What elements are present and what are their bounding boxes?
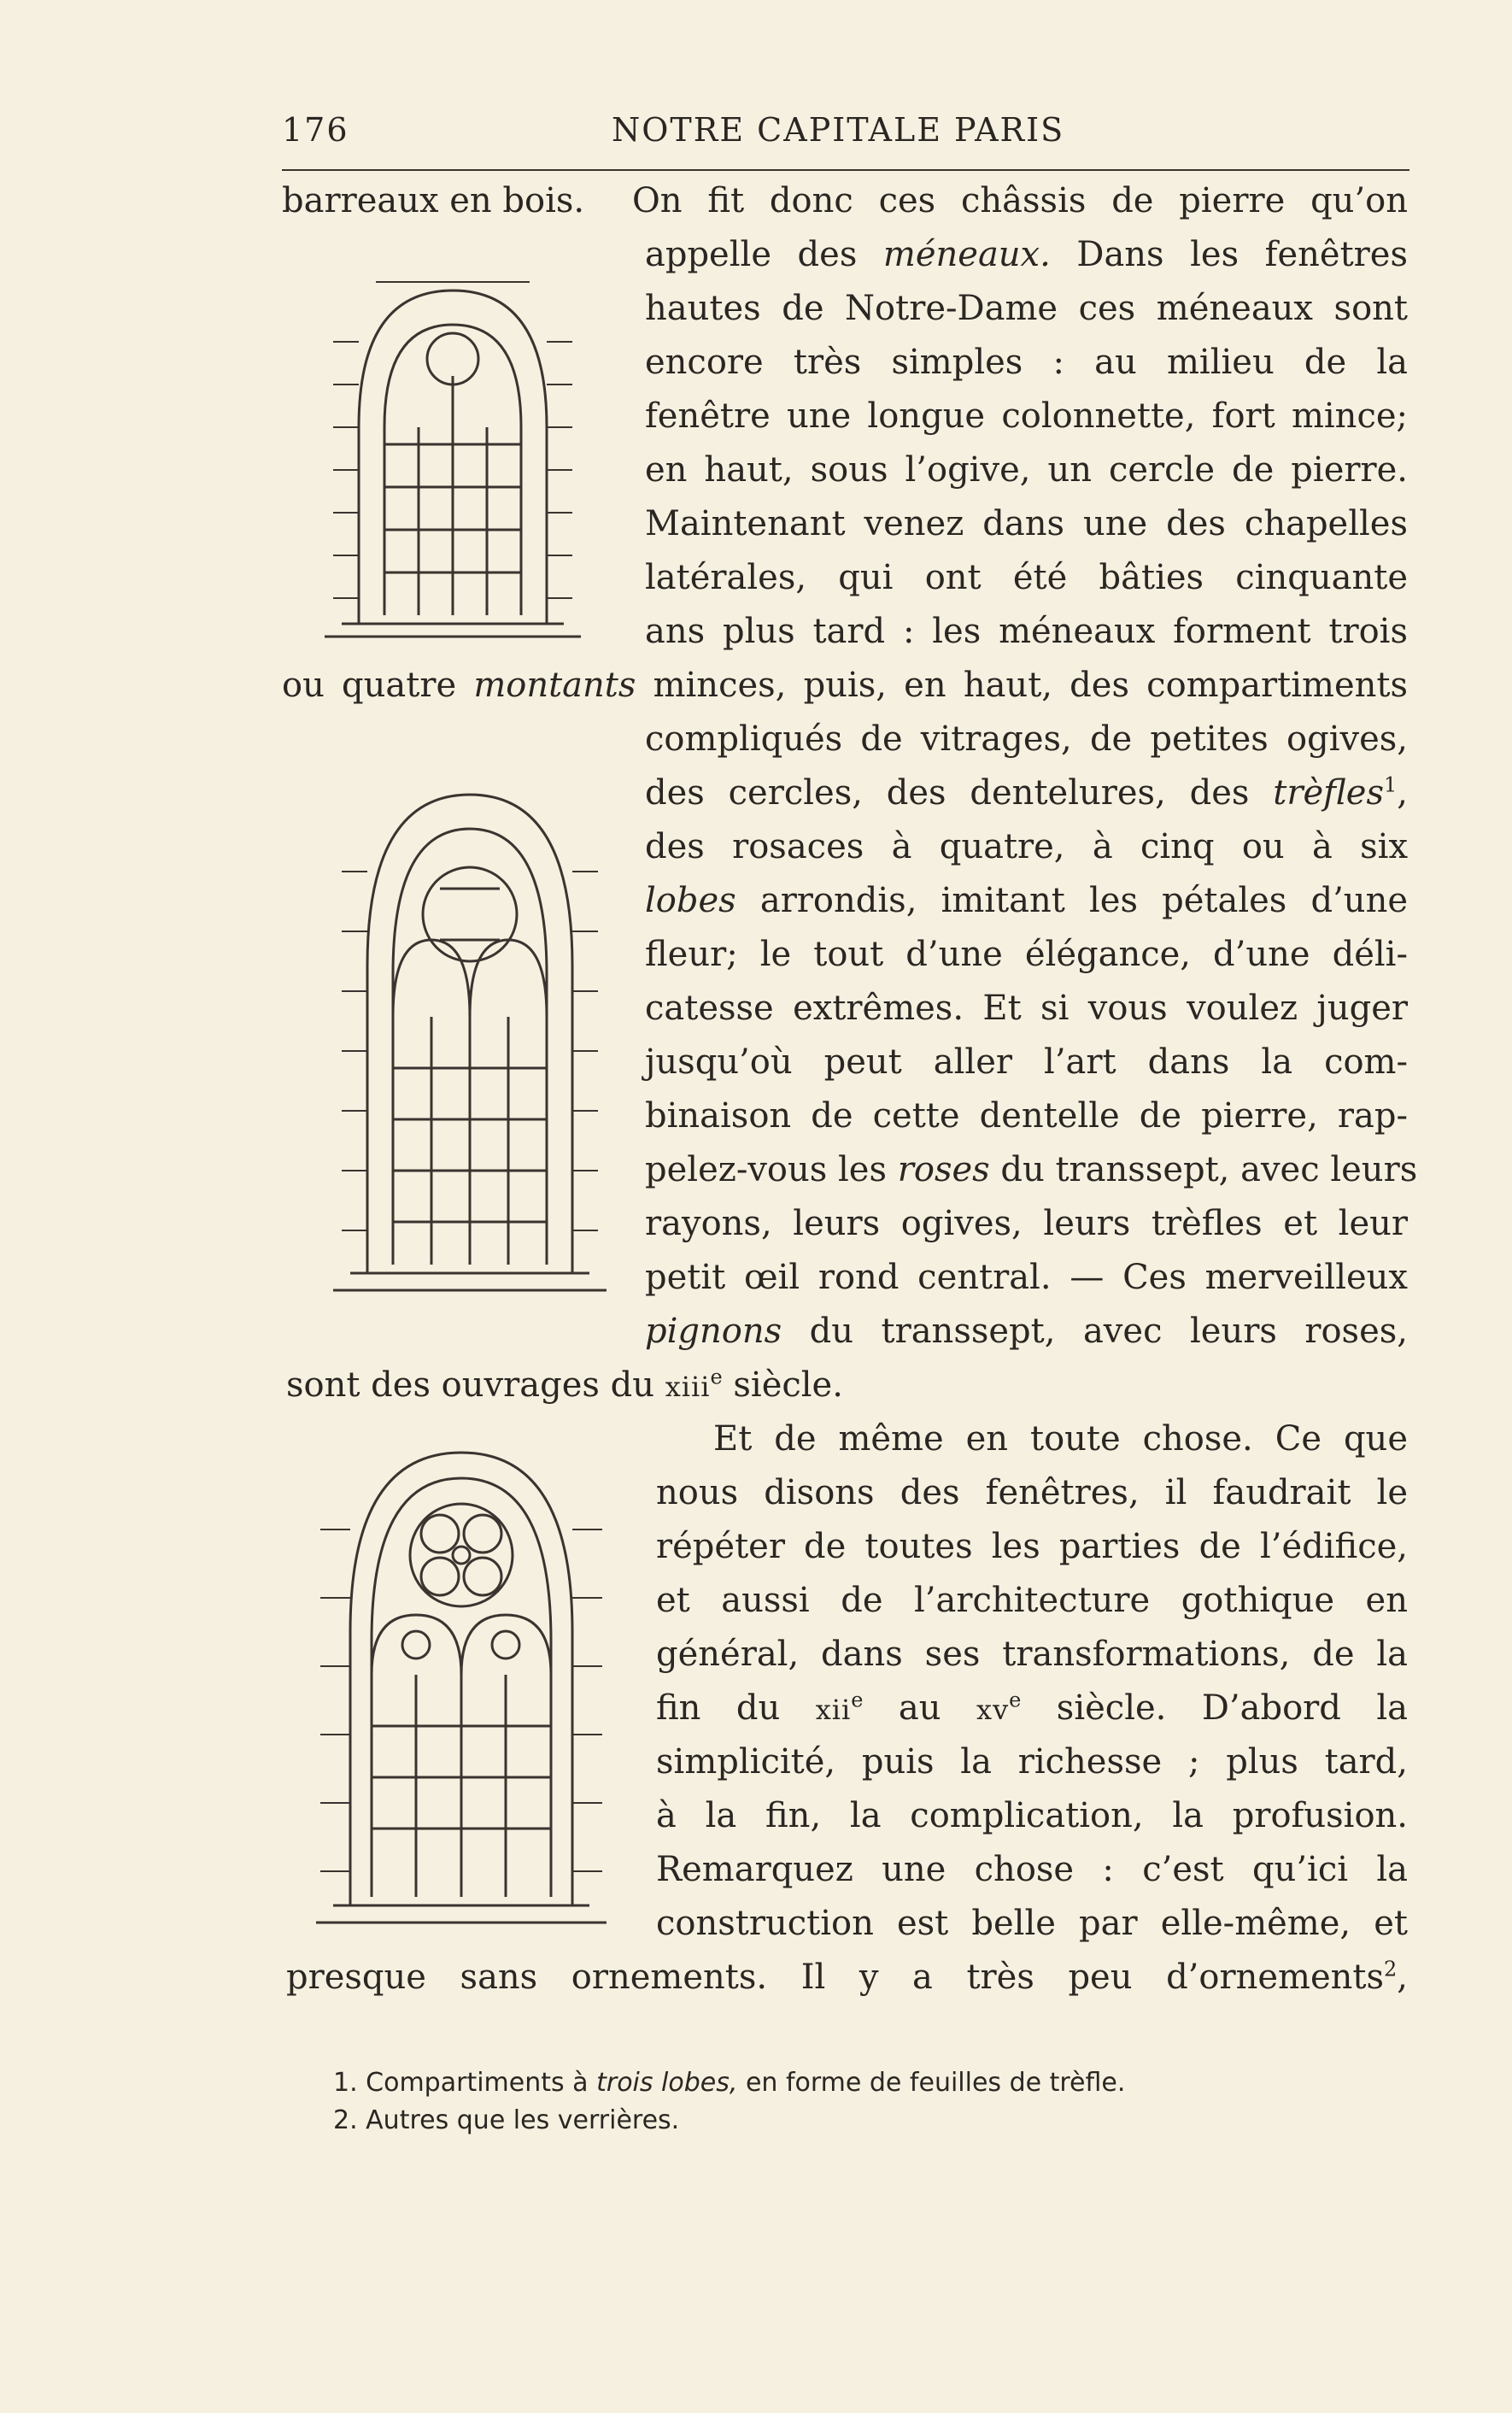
text-line: Remarquez une chose : c’est qu’ici la	[656, 1850, 1408, 1889]
text-line: pignons du transsept, avec leurs roses,	[645, 1312, 1408, 1351]
text-line: rayons, leurs ogives, leurs trèfles et leur	[645, 1204, 1408, 1243]
text-line: barreaux en bois.	[282, 181, 585, 220]
text-line: pelez-vous les roses du transsept, avec leurs	[645, 1150, 1418, 1189]
text-line: des rosaces à quatre, à cinq ou à six	[645, 827, 1408, 866]
text-line: ou quatre montants minces, puis, en haut, des compartiments	[282, 666, 1408, 705]
text-line: lobes arrondis, imitant les pétales d’une	[645, 881, 1408, 920]
text-line: petit œil rond central. — Ces merveilleux	[645, 1258, 1408, 1297]
text-line: répéter de toutes les parties de l’édifice,	[656, 1527, 1408, 1566]
running-title: NOTRE CAPITALE PARIS	[612, 111, 1065, 149]
footnote-1: 1. Compartiments à trois lobes, en forme de feuilles de trèfle.	[333, 2068, 1126, 2098]
simple-lancet-window-icon	[325, 256, 581, 649]
text-line: On fit donc ces châssis de pierre qu’on	[632, 181, 1408, 220]
text-line: jusqu’où peut aller l’art dans la com-	[645, 1042, 1408, 1082]
text-line: et aussi de l’architecture gothique en	[656, 1581, 1408, 1620]
text-line: à la fin, la complication, la profusion.	[656, 1796, 1408, 1835]
footnote-2: 2. Autres que les verrières.	[333, 2105, 680, 2135]
text-line: catesse extrêmes. Et si vous voulez juger	[645, 989, 1408, 1028]
rose-tracery-window-icon	[299, 1427, 624, 1940]
text-line: en haut, sous l’ogive, un cercle de pierre.	[645, 450, 1408, 490]
text-line: général, dans ses transformations, de la	[656, 1635, 1408, 1674]
header-rule	[282, 169, 1409, 171]
text-line: fleur; le tout d’une élégance, d’une déli-	[645, 935, 1408, 974]
text-line: binaison de cette dentelle de pierre, rap-	[645, 1096, 1408, 1136]
text-line: des cercles, des dentelures, des trèfles$^1$,	[645, 772, 1408, 813]
text-line: latérales, qui ont été bâties cinquante	[645, 558, 1408, 597]
text-line: compliqués de vitrages, de petites ogives,	[645, 719, 1408, 759]
page-number: 176	[282, 111, 349, 149]
text-line: sont des ouvrages du xiii$^e$ siècle.	[286, 1365, 843, 1405]
text-line: Et de même en toute chose. Ce que	[713, 1419, 1408, 1459]
text-line: simplicité, puis la richesse ; plus tard,	[656, 1742, 1408, 1782]
text-line: nous disons des fenêtres, il faudrait le	[656, 1473, 1408, 1512]
text-line: hautes de Notre-Dame ces méneaux sont	[645, 289, 1408, 328]
text-line: presque sans ornements. Il y a très peu d’ornements$^2$,	[286, 1957, 1408, 1997]
chapel-window-tracery-icon	[325, 743, 615, 1324]
text-line: ans plus tard : les méneaux forment trois	[645, 612, 1408, 651]
text-line: fenêtre une longue colonnette, fort mince;	[645, 396, 1408, 436]
text-line: appelle des méneaux. Dans les fenêtres	[645, 235, 1408, 274]
text-line: construction est belle par elle-même, et	[656, 1904, 1408, 1943]
text-line: Maintenant venez dans une des chapelles	[645, 504, 1408, 543]
text-line: encore très simples : au milieu de la	[645, 343, 1408, 382]
text-line: fin du xii$^e$ au $xv^e$ siècle. D’abord la	[656, 1688, 1408, 1728]
